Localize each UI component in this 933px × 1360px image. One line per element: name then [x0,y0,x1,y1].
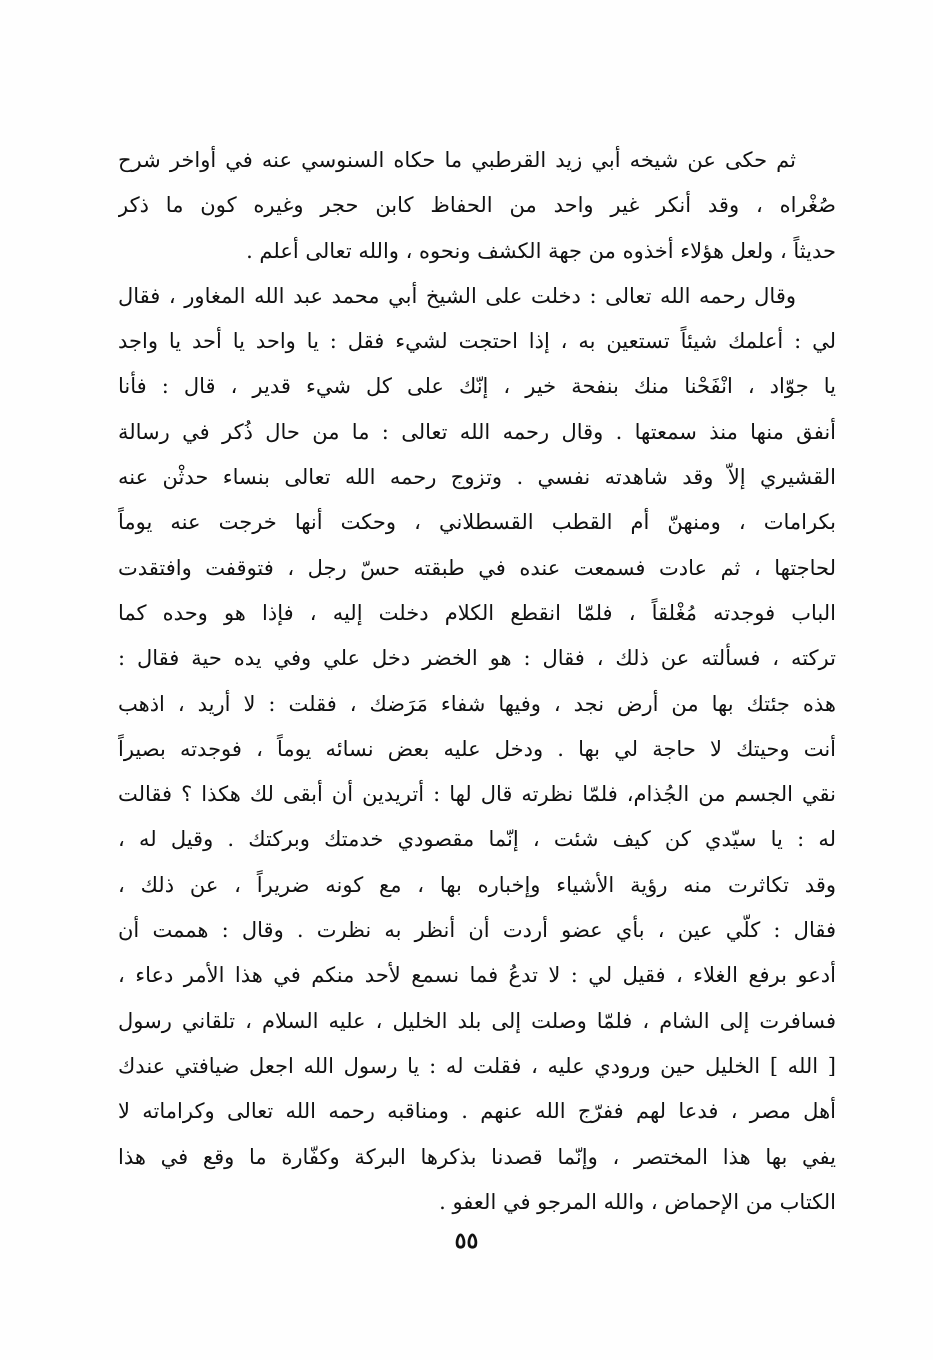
text-line: صُغْراه ، وقد أنكر غير واحد من الحفاظ كابن حجر وغيره كون ما ذكر [118,193,836,218]
text-line: لي : أعلمك شيئاً تستعين به ، إذا احتجت لشيء فقل : يا واحد يا أحد يا واجد [118,329,836,354]
text-line: أنت وحيتك لا حاجة لي بها . ودخل عليه بعض نسائه يوماً ، فوجدته بصيراً [118,736,836,761]
text-line: تركته ، فسألته عن ذلك ، فقال : هو الخضر دخل علي وفي يده حية فقال : [118,646,836,671]
text-line: الكتاب من الإحماض ، والله المرجو في العفو . [439,1189,836,1214]
text-line: له : يا سيّدي كن كيف شئت ، إنّما مقصودي خدمتك وبركتك . وقيل له ، [118,827,836,852]
text-line: أهل مصر ، فدعا لهم ففرّج الله عنهم . ومناقبه رحمه الله تعالى وكراماته لا [118,1099,836,1124]
text-line: بكرامات ، ومنهنّ أم القطب القسطلاني ، وحكت أنها خرجت عنه يوماً [118,510,836,535]
text-line: يفي بها هذا المختصر ، وإنّما قصدنا بذكرها البركة وكفّارة ما وقع في هذا [118,1144,836,1169]
text-line: وقال رحمه الله تعالى : دخلت على الشيخ أبي محمد عبد الله المغاور ، فقال [118,283,796,308]
text-line: الباب فوجدته مُغْلقاً ، فلمّا انقطع الكلام دخلت إليه ، فإذا هو وحده كما [118,600,836,625]
text-line: فقال : كلّي عين ، بأي عضو أردت أن أنظر به نظرت . وقال : هممت أن [118,918,836,943]
text-line: ثم حكى عن شيخه أبي زيد القرطبي ما حكاه السنوسي عنه في أواخر شرح [118,148,796,172]
text-line: نقي الجسم من الجُذام، فلمّا نظرته قال لها : أتريدين أن أبقى لك هكذا ؟ فقالت [118,782,836,807]
text-line: وقد تكاثرت منه رؤية الأشياء وإخباره بها ، مع كونه ضريراً ، عن ذلك ، [118,872,836,897]
page-number: ٥٥ [454,1228,479,1254]
text-line: هذه جئتك بها من أرض نجد ، وفيها شفاء مَرَضك ، فقلت : لا أريد ، اذهب [118,691,836,716]
text-line: القشيري إلاّ وقد شاهدته نفسي . وتزوج رحمه الله تعالى بنساء حدثْن عنه [118,465,836,490]
body-text [118,138,836,1225]
text-line: لحاجتها ، ثم عادت فسمعت عنده في طبقته حسّ رجل ، فتوقفت وافتقدت [118,555,836,580]
text-line: أنفق منها منذ سمعتها . وقال رحمه الله تعالى : ما من حال ذُكر في رسالة [118,419,836,444]
text-line: يا جوّاد ، انْفَحْنا منك بنفحة خير ، إنّك على كل شيء قدير ، قال : فأنا [118,374,836,399]
text-line: [ الله ] الخليل حين ورودي عليه ، فقلت له : يا رسول الله اجعل ضيافتي عندك [118,1053,836,1078]
text-line: فسافرت إلى الشام ، فلمّا وصلت إلى بلد الخليل ، عليه السلام ، تلقاني رسول [118,1008,836,1033]
text-line: أدعو برفع الغلاء ، فقيل لي : لا تدعُ فما نسمع لأحد منكم في هذا الأمر دعاء ، [118,963,836,988]
text-line: حديثاً ، ولعل هؤلاء أخذوه من جهة الكشف ونحوه ، والله تعالى أعلم . [246,238,836,263]
